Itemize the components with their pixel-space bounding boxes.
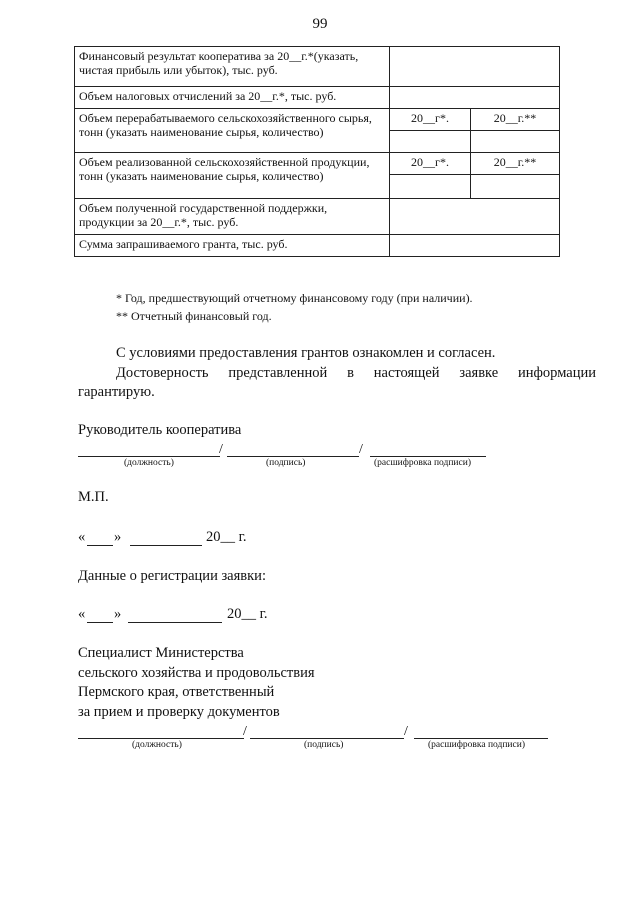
- agreement-text: С условиями предоставления грантов ознакомлен и согласен.: [116, 345, 496, 361]
- position-line: [78, 456, 220, 457]
- table-cell-label: Объем полученной государственной поддержки, продукции за 20__г.*, тыс. руб.: [75, 199, 390, 235]
- separator-slash: /: [219, 442, 223, 457]
- separator-slash: /: [359, 442, 363, 457]
- table-cell-label: Сумма запрашиваемого гранта, тыс. руб.: [75, 235, 390, 257]
- table-cell-value: [390, 235, 560, 257]
- page-number: 99: [312, 16, 328, 32]
- footnote-prev-year: * Год, предшествующий отчетному финансовому году (при наличии).: [116, 291, 473, 305]
- registration-title: Данные о регистрации заявки:: [78, 568, 266, 584]
- day-line: [87, 545, 113, 546]
- table-row: [75, 235, 560, 257]
- signature-line: [250, 738, 404, 739]
- separator-slash: /: [404, 724, 408, 739]
- date-year: 20__ г.: [206, 529, 247, 545]
- separator-slash: /: [243, 724, 247, 739]
- year-prev-cell: 20__г*.: [390, 153, 471, 175]
- table-cell-label: Объем перерабатываемого сельскохозяйственного сырья, тонн (указать наименование сырья, количество): [75, 109, 390, 153]
- decode-line: [370, 456, 486, 457]
- position-line: [78, 738, 244, 739]
- date-open-quote: «: [78, 606, 86, 622]
- table-cell-label: Объем налоговых отчислений за 20__г.*, тыс. руб.: [75, 87, 390, 109]
- signature-caption: (подпись): [304, 740, 344, 750]
- head-title: Руководитель кооператива: [78, 422, 242, 438]
- table-cell-value: [390, 199, 560, 235]
- stamp-mark: М.П.: [78, 489, 109, 505]
- table-cell-value: [390, 47, 560, 87]
- specialist-line-3: Пермского края, ответственный: [78, 684, 275, 700]
- table-cell-label: Финансовый результат кооператива за 20__г.*(указать, чистая прибыль или убыток), тыс. руб.: [75, 47, 390, 87]
- decode-line: [414, 738, 548, 739]
- position-caption: (должность): [132, 740, 182, 750]
- table-row: [75, 199, 560, 235]
- specialist-line-4: за прием и проверку документов: [78, 704, 280, 720]
- table-cell-label: Объем реализованной сельскохозяйственной продукции, тонн (указать наименование сырья, количество): [75, 153, 390, 199]
- indicators-table: [74, 46, 560, 257]
- table-cell-value: [390, 175, 471, 199]
- reliability-line-2: гарантирую.: [78, 384, 155, 400]
- day-line: [87, 622, 113, 623]
- reliability-line-1: Достоверность представленной в настоящей заявке информации: [116, 365, 596, 381]
- table-row: [75, 109, 560, 131]
- date-year: 20__ г.: [227, 606, 268, 622]
- decode-caption: (расшифровка подписи): [428, 740, 525, 750]
- table-cell-value: [390, 87, 560, 109]
- specialist-line-2: сельского хозяйства и продовольствия: [78, 665, 315, 681]
- table-cell-value: [470, 175, 559, 199]
- table-cell-value: [390, 131, 471, 153]
- signature-line: [227, 456, 359, 457]
- table-row: [75, 153, 560, 175]
- footnote-current-year: ** Отчетный финансовый год.: [116, 309, 272, 323]
- date-open-quote: «: [78, 529, 86, 545]
- year-curr-cell: 20__г.**: [470, 109, 559, 131]
- date-close-quote: »: [114, 529, 122, 545]
- month-line: [130, 545, 202, 546]
- position-caption: (должность): [124, 458, 174, 468]
- table-row: [75, 87, 560, 109]
- table-row: [75, 47, 560, 87]
- signature-caption: (подпись): [266, 458, 306, 468]
- date-close-quote: »: [114, 606, 122, 622]
- decode-caption: (расшифровка подписи): [374, 458, 471, 468]
- table-cell-value: [470, 131, 559, 153]
- year-prev-cell: 20__г*.: [390, 109, 471, 131]
- specialist-line-1: Специалист Министерства: [78, 645, 244, 661]
- month-line: [128, 622, 222, 623]
- year-curr-cell: 20__г.**: [470, 153, 559, 175]
